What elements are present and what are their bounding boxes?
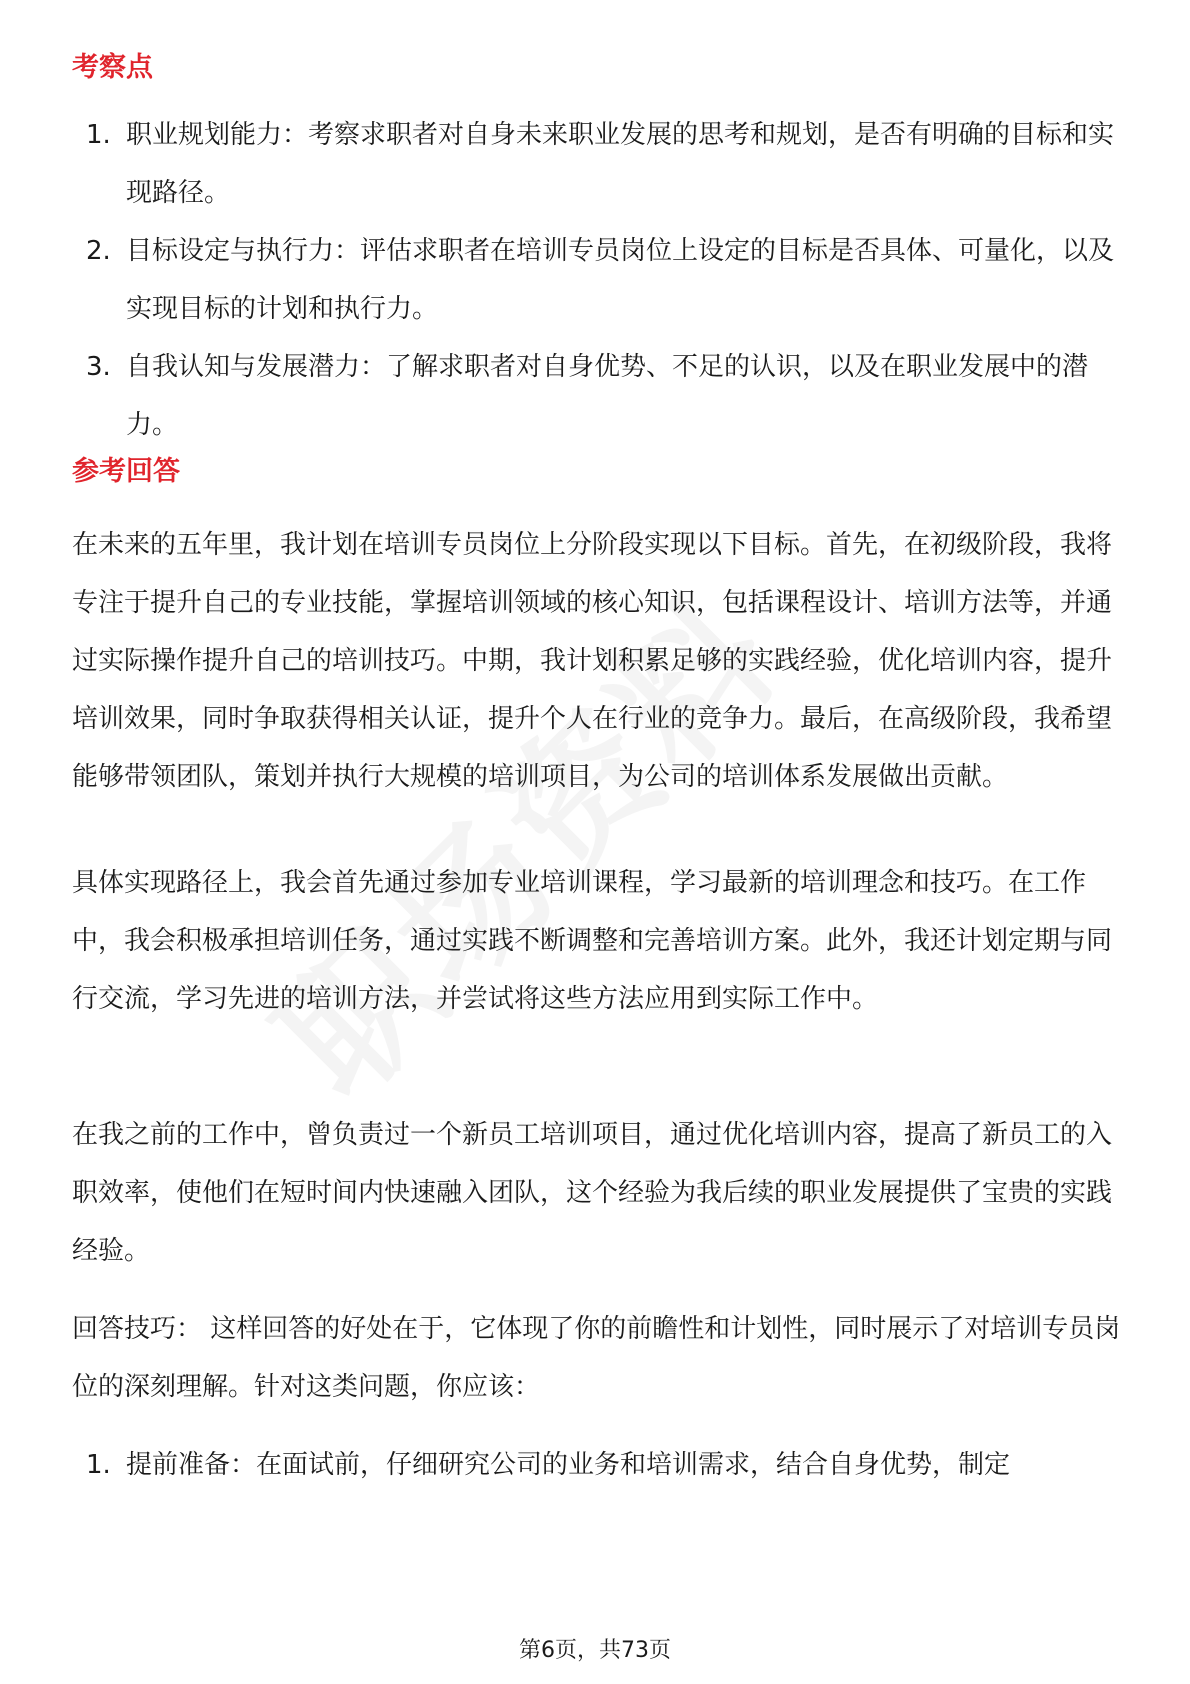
list-item [0,1436,1190,1494]
answer-paragraph-3: 在我之前的工作中，曾负责过一个新员工培训项目，通过优化培训内容，提高了新员工的入职效率，使他们在短时间内快速融入团队，这个经验为我后续的职业发展提供了宝贵的实践经验。 [72,1120,1113,1266]
list-number: 3. [86,352,111,382]
list-item [0,222,1190,338]
answer-paragraph-1: 在未来的五年里，我计划在培训专员岗位上分阶段实现以下目标。首先，在初级阶段，我将专注于提升自己的专业技能，掌握培训领域的核心知识，包括课程设计、培训方法等，并通过实际操作提升自己的培训技巧。中期，我计划积累足够的实践经验，优化培训内容，提升培训效果，同时争取获得相关认证，提升个人在行业的竞争力。最后，在高级阶段，我希望能够带领团队，策划并执行大规模的培训项目，为公司的培训体系发展做出贡献。 [72,530,1113,792]
list-text: 自我认知与发展潜力：了解求职者对自身优势、不足的认识，以及在职业发展中的潜力。 [126,352,1089,440]
section-heading-reference: 参考回答 [72,456,180,487]
list-item [0,106,1190,222]
list-number: 2. [86,236,111,266]
exam-points-list [0,106,1190,454]
tips-list [0,1436,1190,1494]
list-text: 职业规划能力：考察求职者对自身未来职业发展的思考和规划，是否有明确的目标和实现路径。 [126,120,1115,208]
list-item [0,338,1190,454]
list-number: 1. [86,1450,111,1480]
page-footer: 第6页，共73页 [519,1638,671,1663]
list-number: 1. [86,120,111,150]
list-text: 目标设定与执行力：评估求职者在培训专员岗位上设定的目标是否具体、可量化，以及实现目标的计划和执行力。 [126,236,1115,324]
answer-paragraph-2: 具体实现路径上，我会首先通过参加专业培训课程，学习最新的培训理念和技巧。在工作中，我会积极承担培训任务，通过实践不断调整和完善培训方案。此外，我还计划定期与同行交流，学习先进的培训方法，并尝试将这些方法应用到实际工作中。 [72,868,1113,1014]
answer-tips-intro: 回答技巧： 这样回答的好处在于，它体现了你的前瞻性和计划性，同时展示了对培训专员岗位的深刻理解。针对这类问题，你应该： [72,1314,1121,1402]
section-heading-examination: 考察点 [72,52,153,83]
list-text: 提前准备：在面试前，仔细研究公司的业务和培训需求，结合自身优势，制定 [126,1450,1011,1480]
